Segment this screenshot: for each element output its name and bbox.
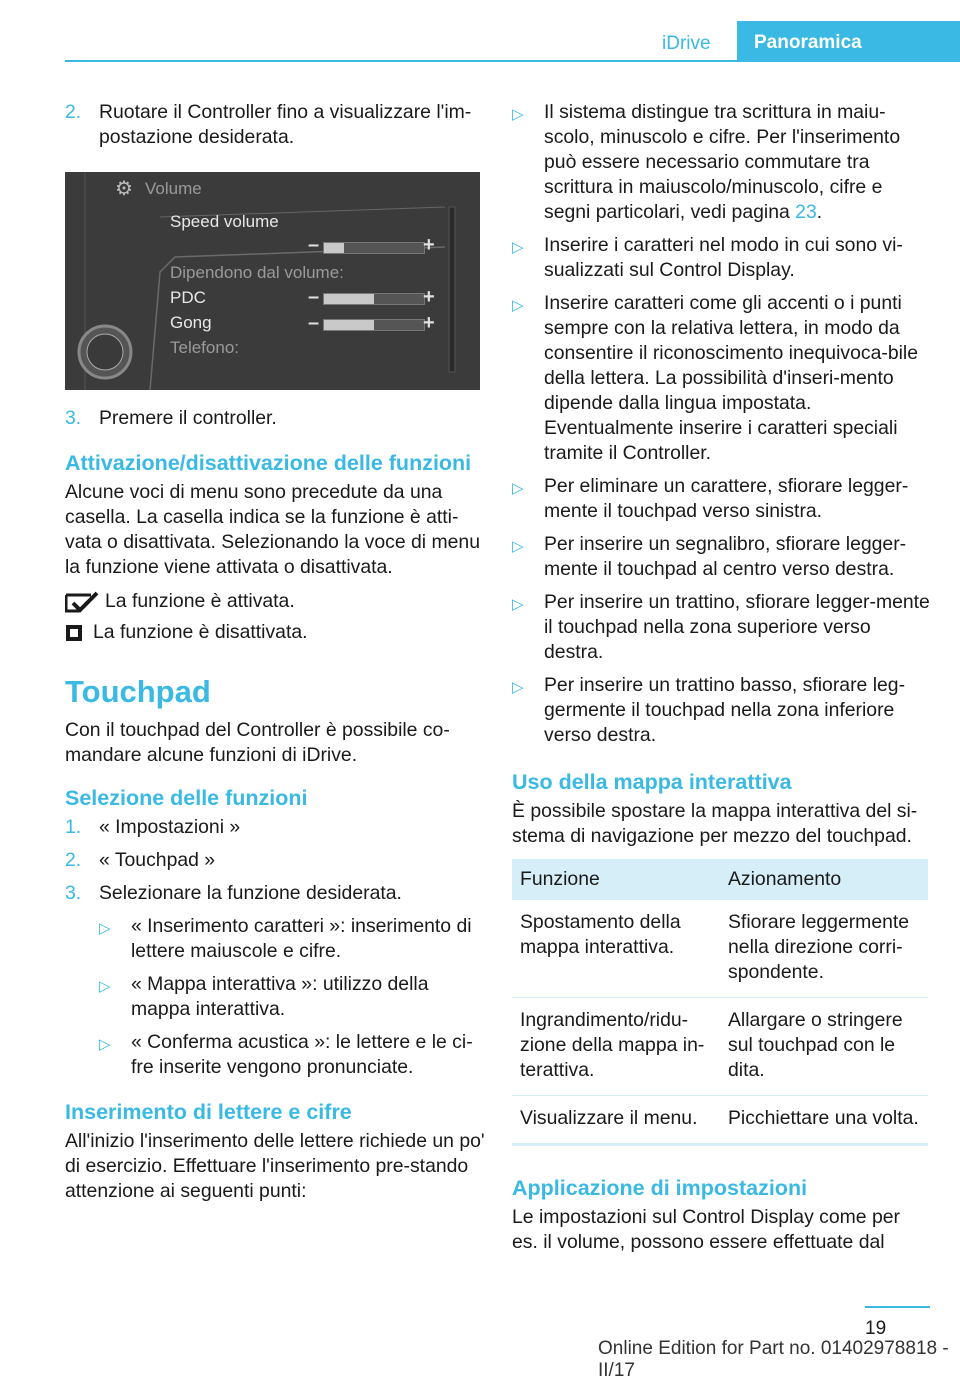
header-tab: Panoramica	[737, 21, 960, 62]
table-end-rule	[512, 1144, 928, 1146]
activated-line	[65, 590, 485, 613]
paragraph-applicazione: Le impostazioni sul Control Display come per es. il volume, possono essere effettuate dal	[512, 1206, 900, 1253]
list-text: Selezionare la funzione desiderata.	[99, 882, 402, 904]
list-text: « Touchpad »	[99, 849, 216, 871]
bullet-item	[512, 532, 930, 582]
list-text: « Impostazioni »	[99, 816, 241, 838]
deactivated-text: La funzione è disattivata.	[93, 621, 308, 643]
bullet-item	[99, 914, 485, 964]
heading-applicazione: Applicazione di impostazioni	[512, 1176, 808, 1200]
list-item	[65, 815, 485, 840]
triangle-bullet-icon: ▷	[99, 978, 111, 995]
minus-icon: –	[308, 312, 320, 334]
step-text: Premere il controller.	[99, 407, 277, 429]
heading-attivazione: Attivazione/disattivazione delle funzioni	[65, 451, 472, 475]
bullet-text: « Mappa interattiva »: utilizzo della mappa interattiva.	[131, 973, 429, 1020]
paragraph-touchpad: Con il touchpad del Controller è possibile co-mandare alcune funzioni di iDrive.	[65, 719, 450, 766]
triangle-bullet-icon: ▷	[512, 297, 524, 314]
activated-text: La funzione è attivata.	[105, 590, 295, 612]
gong-fill	[324, 320, 374, 330]
triangle-bullet-icon: ▷	[99, 920, 111, 937]
table-header: Azionamento	[720, 859, 928, 900]
bullet-text: Inserire i caratteri nel modo in cui sono vi-sualizzati sul Control Display.	[544, 234, 903, 281]
pdc-bar	[323, 293, 425, 305]
paragraph-inserimento: All'inizio l'inserimento delle lettere richiede un po' di esercizio. Effettuare l'inserimento pre-stando attenzione ai seguenti punti:	[65, 1130, 485, 1202]
bullet-item	[512, 100, 930, 225]
paragraph-attivazione: Alcune voci di menu sono precedute da una casella. La casella indica se la funzione è atti-vata o disattivata. Selezionando la voce di menu la funzione viene attivata o disattivata.	[65, 481, 481, 578]
table-cell: Picchiettare una volta.	[720, 1096, 928, 1144]
table-row	[512, 900, 928, 998]
gong-bar	[323, 319, 425, 331]
table-cell: Visualizzare il menu.	[512, 1096, 720, 1144]
bullet-text: « Conferma acustica »: le lettere e le ci-fre inserite vengono pronunciate.	[131, 1031, 473, 1078]
step-number: 2.	[65, 101, 82, 123]
screen-title: Volume	[145, 179, 202, 198]
plus-icon: +	[423, 312, 435, 334]
gong-label: Gong	[170, 313, 212, 332]
step-number: 3.	[65, 407, 82, 429]
minus-icon: –	[308, 286, 320, 308]
triangle-bullet-icon: ▷	[512, 239, 524, 256]
edition-line: Online Edition for Part no. 01402978818 - II/17	[598, 1338, 949, 1381]
bullet-item	[99, 1030, 485, 1080]
gear-icon: ⚙	[115, 178, 133, 200]
bullet-text: Per eliminare un carattere, sfiorare legger-mente il touchpad verso sinistra.	[544, 475, 909, 522]
bullet-item	[512, 590, 930, 665]
page-link[interactable]: 23	[795, 201, 817, 223]
triangle-bullet-icon: ▷	[512, 538, 524, 555]
list-number: 2.	[65, 849, 82, 871]
header-section: iDrive	[662, 33, 711, 54]
deactivated-line	[65, 621, 485, 644]
table-header-row	[512, 859, 928, 900]
heading-touchpad: Touchpad	[65, 674, 211, 709]
step-item	[65, 100, 485, 150]
pdc-label: PDC	[170, 288, 206, 307]
table-header: Funzione	[512, 859, 720, 900]
right-column	[512, 100, 930, 1255]
depend-label: Dipendono dal volume:	[170, 263, 344, 282]
touchpad-table	[512, 859, 928, 1144]
plus-icon: +	[423, 234, 435, 256]
minus-icon: –	[308, 234, 320, 256]
bullet-item	[512, 673, 930, 748]
triangle-bullet-icon: ▷	[512, 106, 524, 123]
step-item	[65, 406, 485, 431]
bullet-text-part: Il sistema distingue tra scrittura in maiu-scolo, minuscolo e cifre. Per l'inserimento può essere necessario commutare tra scrittura in maiuscolo/minuscolo, cifre e segni particolari, vedi pagina	[544, 101, 901, 223]
bullet-text: Inserire caratteri come gli accenti o i punti sempre con la relativa lettera, in modo da consentire il riconoscimento inequivoca-bile della lettera. La possibilità d'inseri-mento dipende dalla lingua impostata. Eventualmente inserire i caratteri speciali tramite il Controller.	[544, 292, 918, 464]
footer-rule	[865, 1306, 930, 1308]
step-text: Ruotare il Controller fino a visualizzare l'im-postazione desiderata.	[99, 101, 472, 148]
table-cell: Sfiorare leggermente nella direzione corri-spondente.	[720, 900, 928, 998]
triangle-bullet-icon: ▷	[99, 1036, 111, 1053]
telefono-label: Telefono:	[170, 338, 239, 357]
table-row	[512, 998, 928, 1096]
bullet-text: Per inserire un trattino basso, sfiorare leg-germente il touchpad nella zona inferiore verso destra.	[544, 674, 906, 746]
triangle-bullet-icon: ▷	[512, 679, 524, 696]
control-display-screenshot	[65, 172, 480, 390]
paragraph-mappa: È possibile spostare la mappa interattiva del si-stema di navigazione per mezzo del touchpad.	[512, 800, 918, 847]
bullet-item	[512, 291, 930, 466]
bullet-item	[512, 233, 930, 283]
plus-icon: +	[423, 286, 435, 308]
bullet-text-end: .	[816, 201, 823, 223]
heading-mappa: Uso della mappa interattiva	[512, 770, 792, 794]
bullet-text	[544, 100, 930, 225]
speed-volume-bar	[323, 242, 425, 254]
pdc-fill	[324, 294, 374, 304]
bullet-text: Per inserire un trattino, sfiorare legger-mente il touchpad nella zona superiore verso destra.	[544, 591, 930, 663]
list-item	[65, 848, 485, 873]
table-cell: Spostamento della mappa interattiva.	[512, 900, 720, 998]
triangle-bullet-icon: ▷	[512, 480, 524, 497]
table-cell: Ingrandimento/ridu-zione della mappa in-terattiva.	[512, 998, 720, 1096]
list-number: 3.	[65, 882, 82, 904]
list-item	[65, 881, 485, 906]
heading-selezione: Selezione delle funzioni	[65, 786, 308, 810]
speed-volume-fill	[324, 243, 344, 253]
left-column	[65, 100, 485, 1204]
table-cell: Allargare o stringere sul touchpad con le dita.	[720, 998, 928, 1096]
page-number: 19	[865, 1318, 887, 1339]
checkbox-empty-icon	[65, 624, 83, 642]
heading-inserimento: Inserimento di lettere e cifre	[65, 1100, 352, 1124]
triangle-bullet-icon: ▷	[512, 596, 524, 613]
bullet-text: Per inserire un segnalibro, sfiorare legger-mente il touchpad al centro verso destra.	[544, 533, 907, 580]
bullet-text: « Inserimento caratteri »: inserimento di lettere maiuscole e cifre.	[131, 915, 472, 962]
checkmark-icon	[65, 591, 99, 613]
speed-volume-label: Speed volume	[170, 212, 279, 231]
list-number: 1.	[65, 816, 82, 838]
bullet-item	[99, 972, 485, 1022]
table-row	[512, 1096, 928, 1144]
bullet-item	[512, 474, 930, 524]
